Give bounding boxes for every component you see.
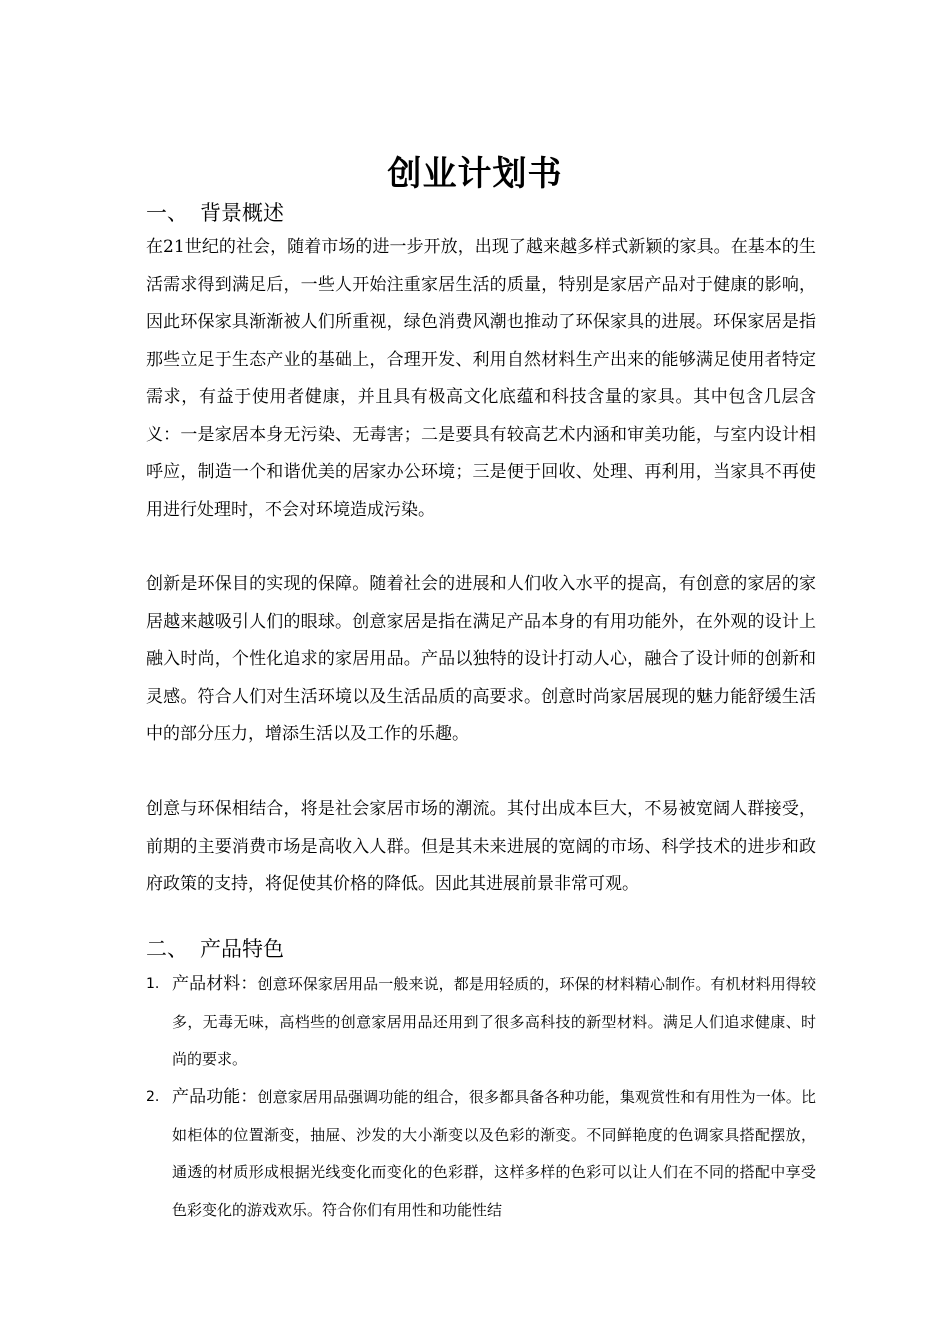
section-heading-features (146, 934, 284, 964)
list-item-body (146, 1079, 816, 1229)
list-marker: 2. (146, 1089, 160, 1105)
section-title: 产品特色 (200, 937, 284, 961)
list-item-text: 创意环保家居用品一般来说，都是用轻质的，环保的材料精心制作。有机材料用得较多，无毒无味，高档些的创意家居用品还用到了很多高科技的新型材料。满足人们追求健康、时尚的要求。 (172, 975, 817, 1068)
section-number: 一、 (146, 201, 188, 225)
page-title: 创业计划书 (387, 154, 563, 194)
paragraph: 创意与环保相结合，将是社会家居市场的潮流。其付出成本巨大，不易被宽阔人群接受，前期的主要消费市场是高收入人群。但是其未来进展的宽阔的市场、科学技术的进步和政府政策的支持，将促使其价格的降低。因此其进展前景非常可观。 (146, 799, 816, 894)
list-item (146, 966, 816, 1079)
section-heading-background (146, 198, 284, 228)
list-item-lead: 产品功能： (172, 1087, 258, 1107)
list-item (146, 1079, 816, 1229)
list-marker: 1. (146, 976, 160, 992)
paragraph: 在21世纪的社会，随着市场的进一步开放，出现了越来越多样式新颖的家具。在基本的生活需求得到满足后，一些人开始注重家居生活的质量，特别是家居产品对于健康的影响，因此环保家具渐渐被人们所重视，绿色消费风潮也推动了环保家具的进展。环保家居是指那些立足于生态产业的基础上，合理开发、利用自然材料生产出来的能够满足使用者特定需求，有益于使用者健康，并且具有极高文化底蕴和科技含量的家具。其中包含几层含义：一是家居本身无污染、无毒害；二是要具有较高艺术内涵和审美功能，与室内设计相呼应，制造一个和谐优美的居家办公环境；三是便于回收、处理、再利用，当家具不再使用进行处理时，不会对环境造成污染。 (146, 237, 816, 520)
list-item-body (146, 966, 816, 1079)
section-number: 二、 (146, 937, 188, 961)
section-title: 背景概述 (200, 201, 284, 225)
list-item-text: 创意家居用品强调功能的组合，很多都具备各种功能，集观赏性和有用性为一体。比如柜体的位置渐变，抽屉、沙发的大小渐变以及色彩的渐变。不同鲜艳度的色调家具搭配摆放，通透的材质形成根据光线变化而变化的色彩群，这样多样的色彩可以让人们在不同的搭配中享受色彩变化的游戏欢乐。符合你们有用性和功能性结 (172, 1088, 817, 1219)
list-item-lead: 产品材料： (172, 974, 258, 994)
paragraph: 创新是环保目的实现的保障。随着社会的进展和人们收入水平的提高，有创意的家居的家居越来越吸引人们的眼球。创意家居是指在满足产品本身的有用功能外，在外观的设计上融入时尚，个性化追求的家居用品。产品以独特的设计打动人心，融合了设计师的创新和灵感。符合人们对生活环境以及生活品质的高要求。创意时尚家居展现的魅力能舒缓生活中的部分压力，增添生活以及工作的乐趣。 (146, 574, 816, 744)
